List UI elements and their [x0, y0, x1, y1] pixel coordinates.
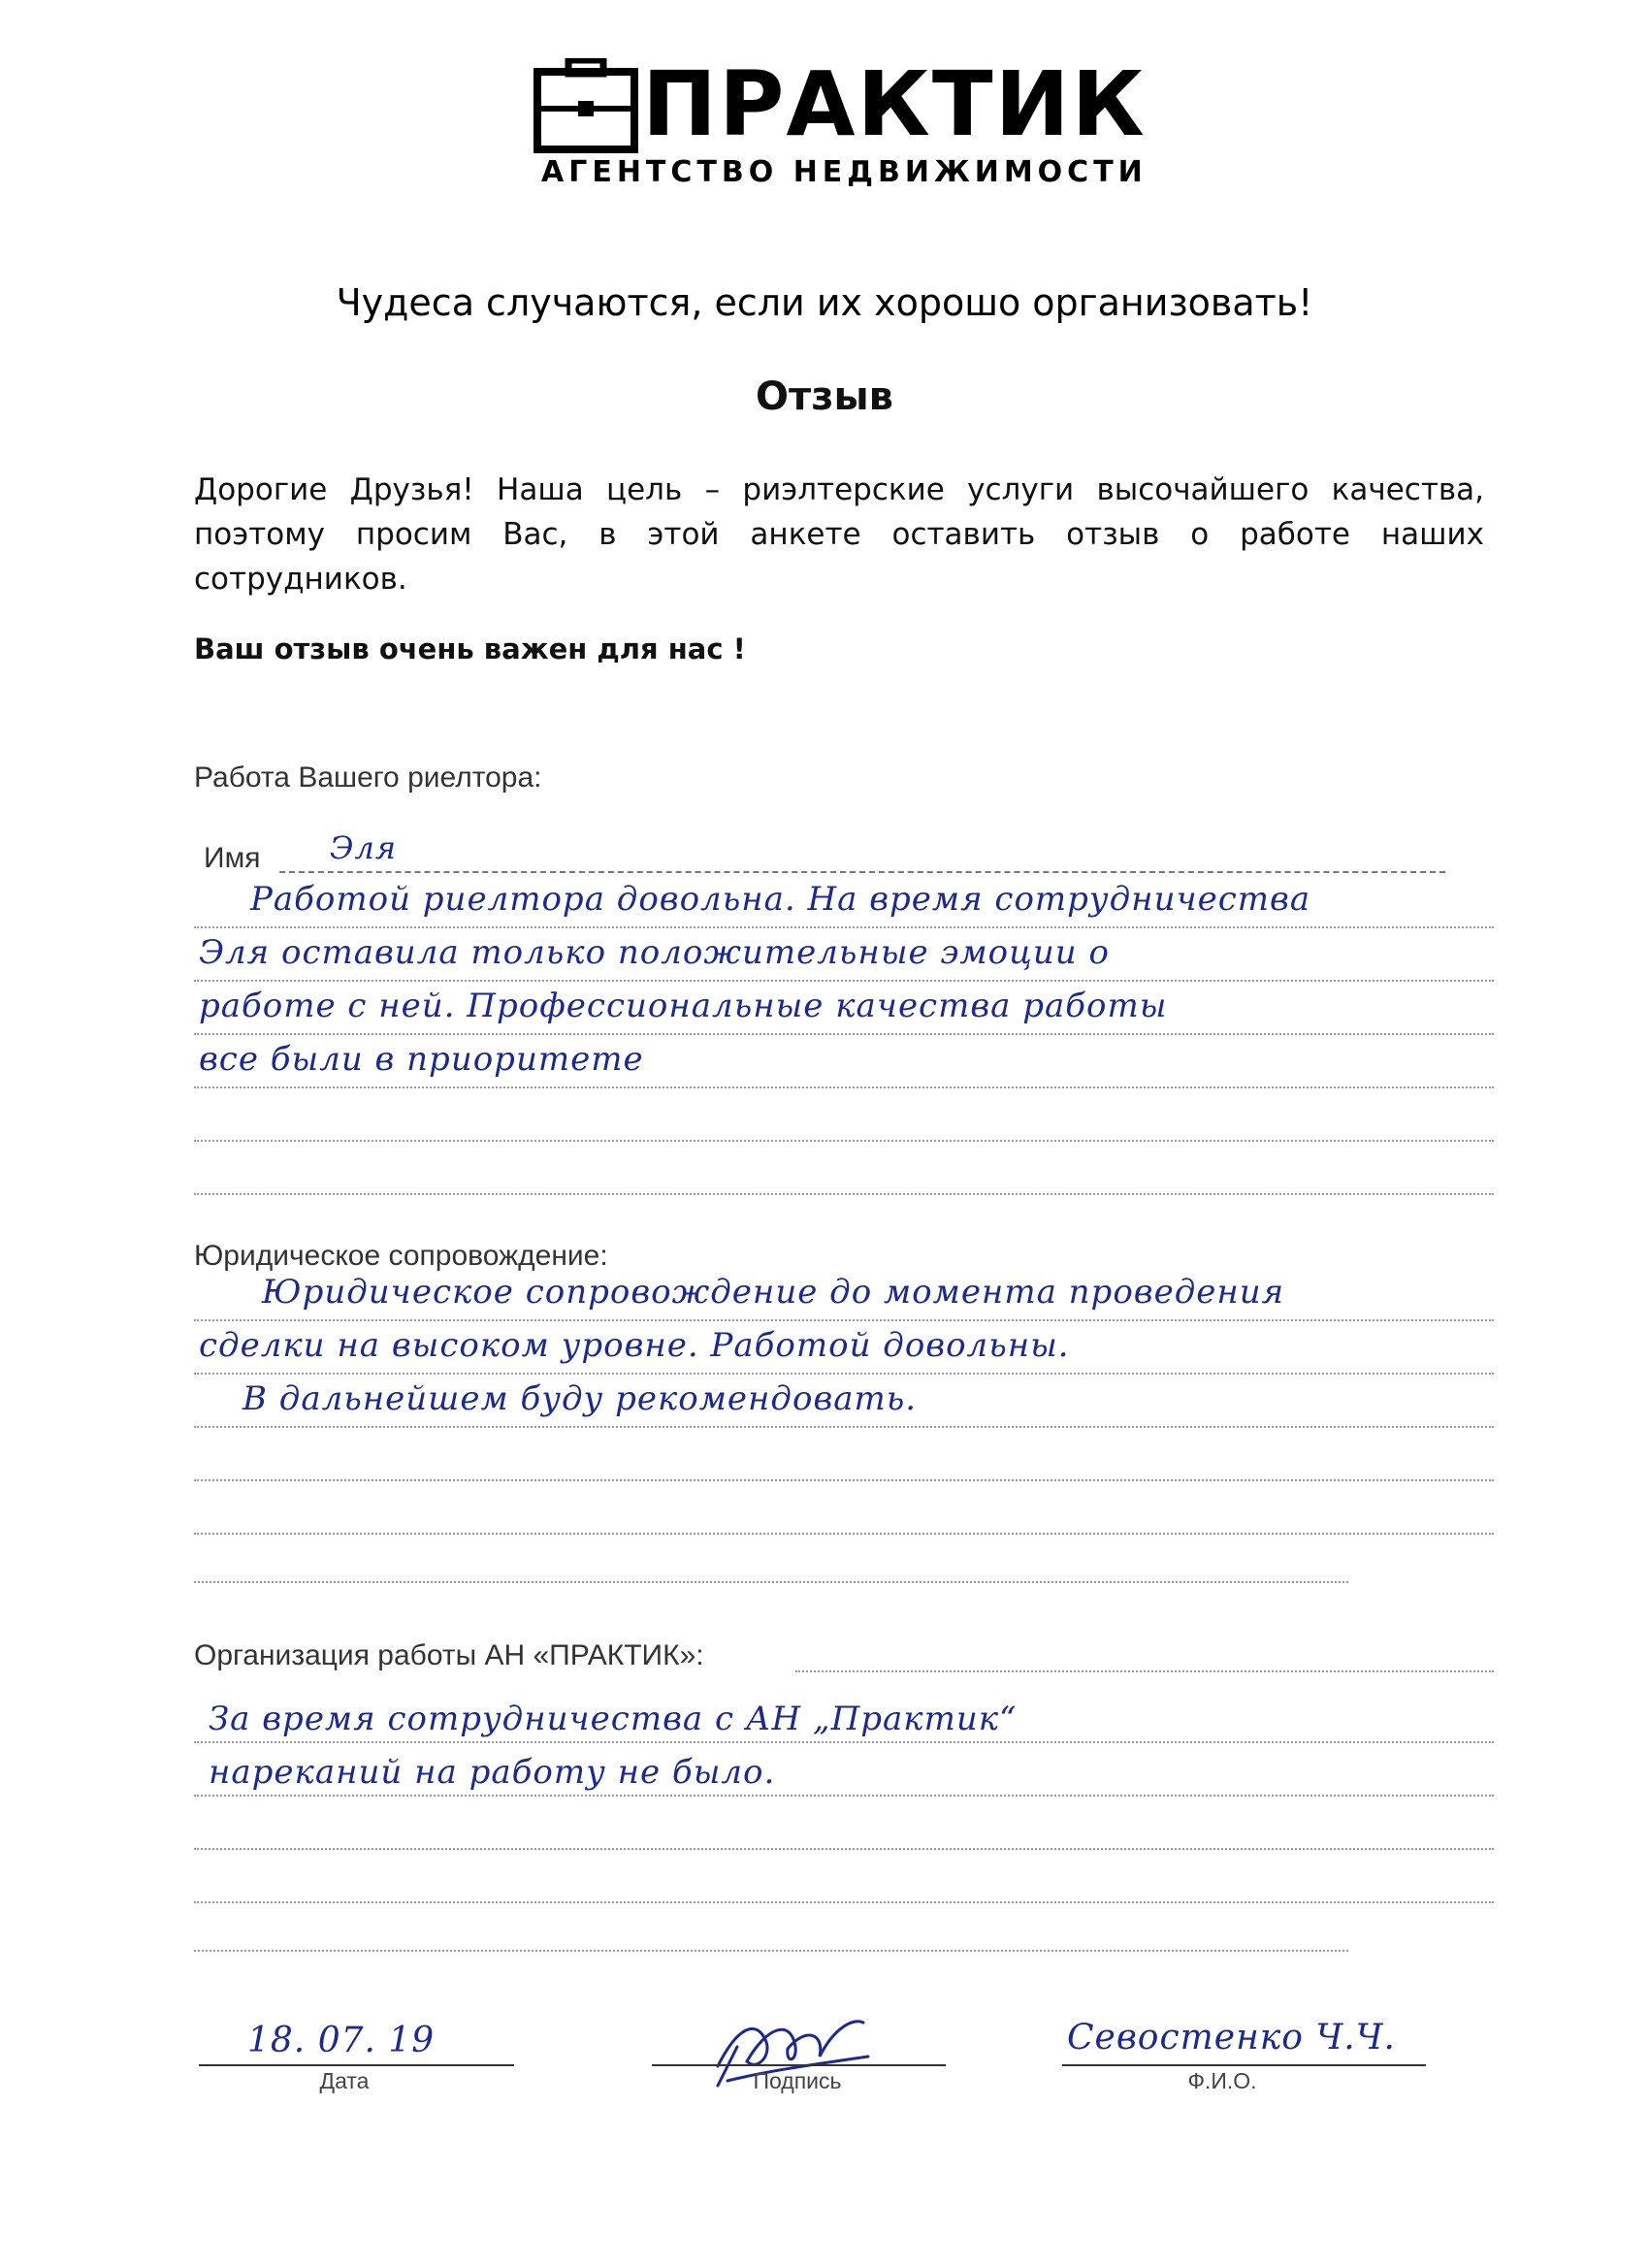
slogan: Чудеса случаются, если их хорошо организовать!	[336, 281, 1313, 324]
organization-text-line[interactable]: нареканий на работу не было.	[209, 1753, 776, 1792]
line	[194, 1848, 1494, 1850]
legal-text-line[interactable]: Юридическое сопровождение до момента проведения	[262, 1273, 1285, 1312]
line	[194, 926, 1494, 928]
line	[194, 1086, 1494, 1088]
realtor-text-line[interactable]: Эля оставила только положительные эмоции о	[199, 933, 1110, 972]
line	[194, 1479, 1494, 1481]
important-note: Ваш отзыв очень важен для нас !	[194, 632, 746, 665]
organization-text-line[interactable]: За время сотрудничества с АН „Практик“	[209, 1700, 1018, 1738]
line	[194, 1373, 1494, 1375]
name-underline	[279, 871, 1445, 873]
line	[194, 1901, 1494, 1903]
line	[194, 1426, 1494, 1428]
date-value[interactable]: 18. 07. 19	[247, 2021, 436, 2060]
realtor-section-label: Работа Вашего риелтора:	[194, 761, 542, 794]
line	[194, 1140, 1494, 1142]
signature-caption: Подпись	[753, 2068, 842, 2093]
realtor-text-line[interactable]: все были в приоритете	[199, 1040, 644, 1079]
legal-text-line[interactable]: В дальнейшем буду рекомендовать.	[242, 1379, 918, 1418]
name-value[interactable]: Эля	[330, 829, 398, 866]
legal-text-line[interactable]: сделки на высоком уровне. Работой довольны.	[199, 1326, 1070, 1365]
page-title: Отзыв	[756, 374, 893, 419]
realtor-text-line[interactable]: работе с ней. Профессиональные качества работы	[199, 987, 1168, 1025]
brand-name: ПРАКТИК	[642, 52, 1147, 156]
company-logo	[534, 52, 1148, 194]
briefcase-icon	[534, 58, 640, 155]
line	[194, 980, 1494, 982]
line	[795, 1670, 1494, 1672]
legal-section-label: Юридическое сопровождение:	[194, 1240, 608, 1272]
signature-line	[652, 2064, 946, 2066]
realtor-text-line[interactable]: Работой риелтора довольна. На время сотрудничества	[250, 880, 1311, 919]
line	[194, 1950, 1348, 1952]
brand-tagline: АГЕНТСТВО НЕДВИЖИМОСТИ	[541, 155, 1148, 189]
line	[194, 1193, 1494, 1195]
line	[194, 1319, 1494, 1321]
fio-line	[1062, 2064, 1426, 2066]
organization-section-label: Организация работы АН «ПРАКТИК»:	[194, 1639, 704, 1671]
name-label: Имя	[204, 842, 261, 874]
line	[194, 1033, 1494, 1035]
fio-value[interactable]: Севостенко Ч.Ч.	[1067, 2018, 1396, 2057]
intro-text: Дорогие Друзья! Наша цель – риэлтерские услуги высочайшего качества, поэтому просим Вас, в этой анкете оставить отзыв о работе наших сотрудников.	[194, 472, 1484, 597]
date-line	[199, 2064, 514, 2066]
line	[194, 1533, 1494, 1535]
fio-caption: Ф.И.О.	[1187, 2068, 1257, 2093]
line	[194, 1581, 1348, 1583]
line	[194, 1741, 1494, 1743]
date-caption: Дата	[319, 2068, 370, 2093]
line	[194, 1795, 1494, 1797]
